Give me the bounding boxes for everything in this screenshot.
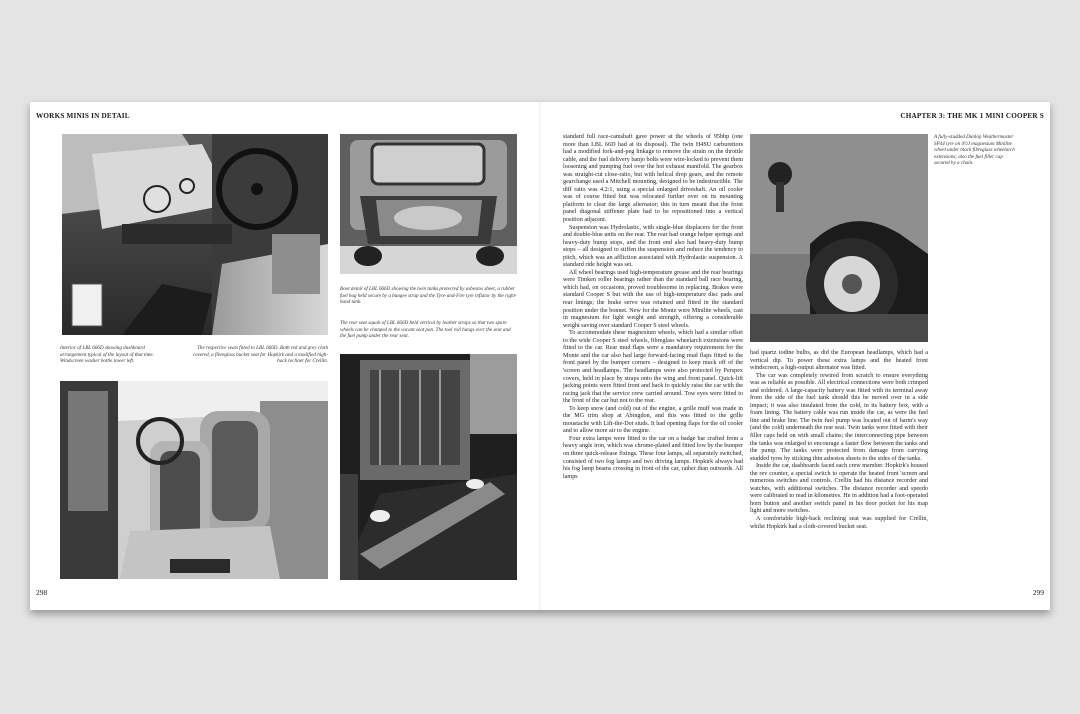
rear-seat-caption: The rear seat squab of LBL 666D held vertical by leather straps so that two spare wheels can be clamped to the vacant seat pan. The tool roll hangs over the seat and the fuel pump under the rear seat. bbox=[340, 320, 511, 340]
page-gutter bbox=[539, 102, 541, 610]
paragraph: Inside the car, dashboards faced each crew member. Hopkirk's housed the rev counter, a special switch to operate the heated front 'screen and numerous switches and controls. Crellin had his distance recorder and watches, with additional switches. The distance recorder and speedo were calibrated to read in kilometres. He in addition had a foot-operated horn button and another switch panel in his door pocket for his map light and more switches. bbox=[750, 463, 928, 515]
paragraph: All wheel bearings used high-temperature grease and the rear bearings were Timken roller bearings rather than the standard ball race bearing, which had, on occasions, proved troublesome in replacing. Brakes were standard Cooper S but with the use of high-temperature disc pads and rear linings; the brake servo was retained and fitted in the standard position under the bonnet. New for the Monte were Minilite wheels, cast in magnesium for light weight and strength, offering a considerable weight saving over standard Cooper S steel wheels. bbox=[563, 269, 743, 329]
rear-seat-photo bbox=[340, 354, 517, 580]
wheel-arch-photo bbox=[750, 134, 928, 342]
paragraph: standard full race-camshaft gave power at the wheels of 95bhp (one more than LBL 66D had at its disposal). The twin H4SU carburettors had a modified fork-and-peg linkage to remove the strain on the throttle cable, and the fuel delivery banjo bolts were wire-locked to prevent them loosening and pumping fuel over the hot exhaust manifold. The gearbox was straight-cut close-ratio, but with helical drop gears, and the remote gearchange used a Mitchell mounting, designed to be indestructible. The diff ratio was 4.2:1, using a special enlarged driveshaft. An oil cooler was of course fitted but was relocated further over on its mounting platform to clear the large alternator; this in turn meant that the front panel diagonal stiffener plate had to be repositioned into a vertical position adjacent. bbox=[563, 134, 743, 224]
boot-caption: Boot detail of LBL 666D showing the twin tanks protected by asbestos sheet, a rubber fuel bag held secure by a bungee strap and the Tyre-and-Fire tyre inflator by the right-hand tank. bbox=[340, 286, 517, 306]
body-text-column-2 bbox=[750, 350, 928, 531]
boot-detail-photo bbox=[340, 134, 517, 274]
seats-photo bbox=[60, 381, 328, 579]
paragraph: Four extra lamps were fitted to the car on a badge bar crafted from a heavy angle iron, which was chrome-plated and fitted low by the bumper on three quick-release fixings. These four lamps, all separately switched, consisted of two fog lamps and two driving lamps. Hopkirk always had his fog lamp beams crossing in front of the car, rather than outwards. All lamps bbox=[563, 435, 743, 480]
book-spread bbox=[30, 102, 1050, 610]
interior-caption: Interior of LBL 666D showing dashboard arrangement typical of the layout of that time. Windscreen washer bottle lower left. bbox=[60, 345, 154, 365]
paragraph: Suspension was Hydrolastic, with single-blue displacers for the front and double-blue units on the rear. The rear had orange helper springs and heavy-duty bump stops, and the front end also had heavy-duty bump stops – all designed to stiffen the suspension and reduce the tendency to pitch, which was an affliction associated with Hydrolastic suspension. A standard ride height was set. bbox=[563, 224, 743, 269]
paragraph: A comfortable high-back reclining seat was supplied for Crellin, whilst Hopkirk had a cloth-covered bucket seat. bbox=[750, 516, 928, 530]
paragraph: To keep snow (and cold) out of the engine, a grille muff was made in the MG trim shop at Abingdon, and this was fitted to the grille moustache with Lift-the-Dot studs. It had opening flaps for the oil cooler and to allow more air to the engine. bbox=[563, 405, 743, 435]
left-running-header: WORKS MINIS IN DETAIL bbox=[36, 112, 130, 120]
left-folio: 298 bbox=[36, 588, 48, 597]
paragraph: The car was completely rewired from scratch to ensure everything was as reliable as possible. All electrical connections were both crimped and soldered. A large-capacity battery was fitted with its terminal away from the side of the fuel tank should this be moved over in a side impact; it was also insulated from the cold, in its battery box, with a foam lining. The battery cable was run inside the car, as were the fuel line and brake line. The twin fuel pump was located out of harm's way (and the cold) underneath the rear seat. Twin tanks were fitted with their filler caps held on with small chains; the interconnecting pipe between the tanks was enlarged to encourage a faster flow between the tanks and the pump. The tanks were protected from damage from carrying studded tyres by sticking thin asbestos sheets to the sides of the tanks. bbox=[750, 372, 928, 462]
right-running-header: CHAPTER 3: THE MK 1 MINI COOPER S bbox=[900, 112, 1044, 120]
body-text-column-1 bbox=[563, 134, 743, 481]
paragraph: To accommodate these magnesium wheels, which had a similar offset to the wide Cooper S steel wheels, fibreglass wheelarch extensions were fitted to the car. Rear mud flaps were a mandatory requirement for the Monte and the car also had large forward-facing mud flaps fitted to the front panel by the bumper corners – designed to keep muck off of the 'screen and headlamps. The headlamps were also protected by Perspex covers, held in place by straps onto the wing and front panel. Quick-lift jacking points were fitted front and back to quickly raise the car with the racing jack that the service crew carried around. Tow eyes were fitted to the front of the car but not to the rear. bbox=[563, 330, 743, 405]
paragraph: had quartz iodine bulbs, as did the European headlamps, which had a vertical dip. To power these extra lamps and the heated front windscreen, a high-output alternator was fitted. bbox=[750, 350, 928, 372]
seats-caption: The respective seats fitted to LBL 666D. Both red and grey cloth covered, a fibreglass bucket seat for Hopkirk and a modified high-back recliner for Crellin. bbox=[192, 345, 328, 365]
dashboard-interior-photo bbox=[62, 134, 328, 335]
right-folio: 299 bbox=[1032, 588, 1044, 597]
wheel-caption: A fully-studded Dunlop Weathermaster SP44 tyre on 4½J magnesium Minilite wheel under black fibreglass wheelarch extensions; also the fuel filler cap secured by a chain. bbox=[934, 134, 1015, 167]
